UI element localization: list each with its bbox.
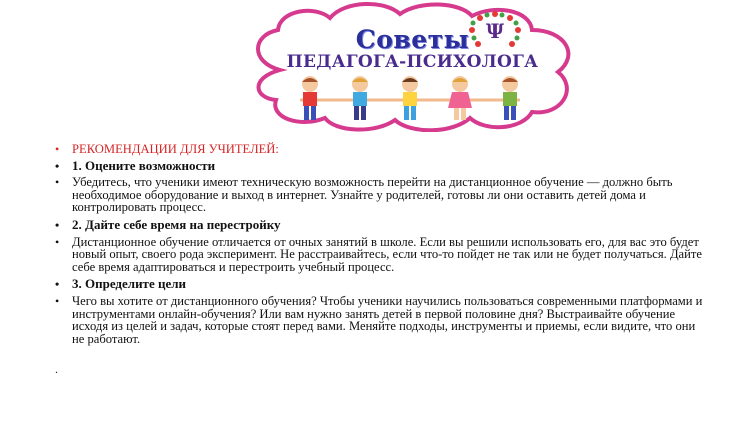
- paragraph-text: Чего вы хотите от дистанционного обучения? Чтобы ученики научились пользоваться современными платформами и инструментами онлайн-обучения? Или вам нужно занять детей в первой половине дня? Выстраивайте обучение исходя из целей и задач, которые стоят перед вами. Меняйте подходы, инструменты и приемы, если видите, что они не работают.: [72, 293, 703, 346]
- bullet-icon: •: [55, 277, 60, 292]
- bullet-icon: •: [55, 217, 60, 232]
- child-2-icon: [352, 76, 368, 120]
- content-area: [55, 143, 705, 350]
- bullet-icon: •: [55, 234, 60, 249]
- list-item: [55, 176, 705, 214]
- paragraph-text: Дистанционное обучение отличается от очных занятий в школе. Если вы решили использовать его, для вас это будет новый опыт, своего рода эксперимент. Не расстраивайтесь, если что-то пойдет не так или не будет получаться. Дайте себе время адаптироваться и перестроить учебный процесс.: [72, 234, 702, 274]
- paragraph-text: Убедитесь, что ученики имеют техническую возможность перейти на дистанционное обучение — должно быть необходимое оборудование и выход в интернет. Узнайте у родителей, готовы ли они оставить детей дома и контролировать процесс.: [72, 175, 673, 215]
- heading-text: 2. Дайте себе время на перестройку: [72, 216, 281, 232]
- list-item: [55, 216, 705, 232]
- header-title: Советы: [355, 25, 470, 54]
- section-subtitle: РЕКОМЕНДАЦИИ ДЛЯ УЧИТЕЛЕЙ:: [72, 142, 279, 156]
- list-item: [55, 295, 705, 345]
- child-4-icon: [448, 76, 472, 120]
- children-illustration-icon: [280, 74, 540, 122]
- svg-text:Ψ: Ψ: [485, 19, 505, 43]
- bullet-icon: •: [55, 158, 60, 173]
- child-1-icon: [302, 76, 318, 120]
- bullet-icon: •: [55, 293, 60, 308]
- bullet-icon: •: [55, 175, 60, 190]
- trailing-mark: .: [55, 362, 58, 376]
- heading-text: 3. Определите цели: [72, 276, 187, 292]
- psychology-logo-icon: [460, 8, 530, 58]
- header-banner: [240, 0, 585, 132]
- child-5-icon: [502, 76, 518, 120]
- list-item: [55, 143, 705, 156]
- list-item: [55, 236, 705, 274]
- heading-text: 1. Оцените возможности: [72, 157, 216, 173]
- header-subtitle: ПЕДАГОГА-ПСИХОЛОГА: [286, 52, 539, 72]
- list-item: [55, 157, 705, 173]
- list-item: [55, 278, 705, 291]
- child-3-icon: [402, 76, 418, 120]
- bullet-icon: •: [55, 142, 60, 156]
